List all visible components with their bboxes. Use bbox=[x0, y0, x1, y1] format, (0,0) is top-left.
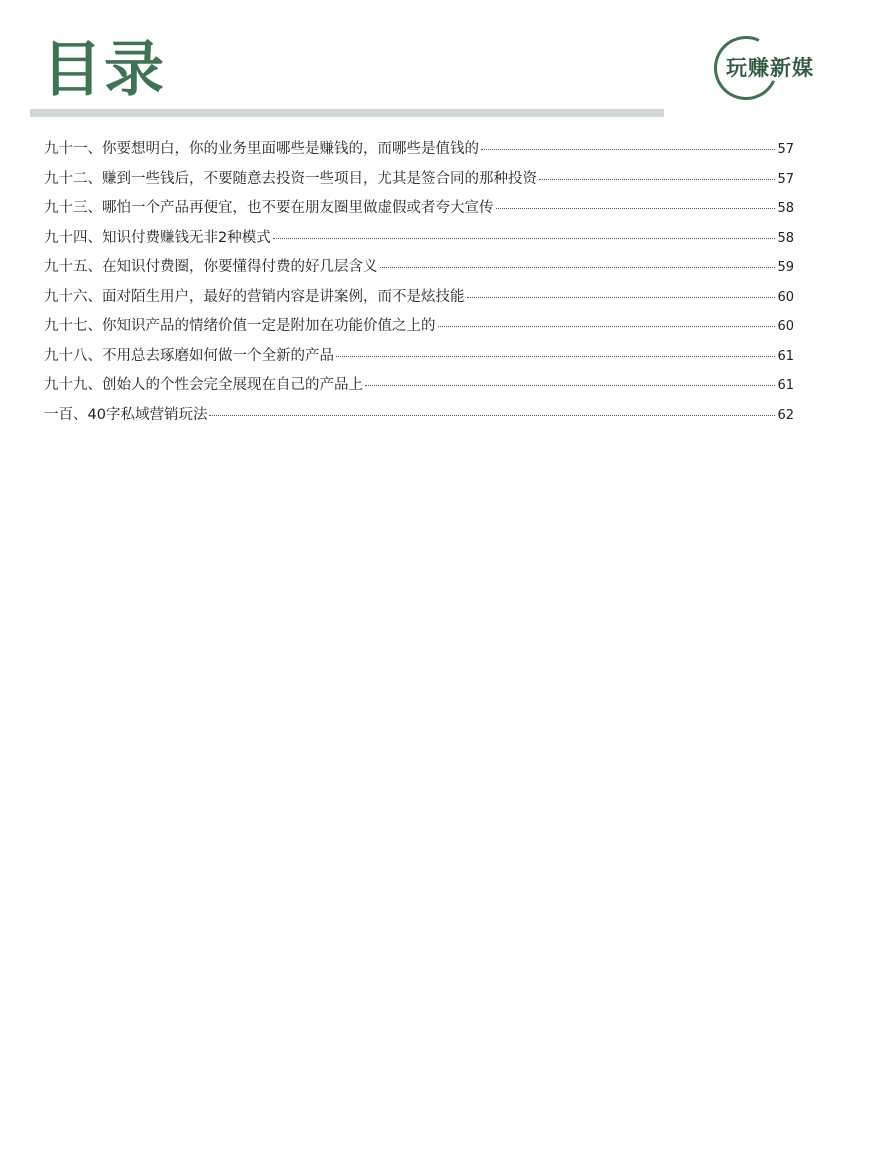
toc-entry-title[interactable]: 九十二、赚到一些钱后，不要随意去投资一些项目，尤其是签合同的那种投资 bbox=[44, 170, 537, 187]
toc-entry-title[interactable]: 九十七、你知识产品的情绪价值一定是附加在功能价值之上的 bbox=[44, 318, 436, 334]
table-of-contents bbox=[44, 137, 794, 432]
toc-entry-page[interactable]: 62 bbox=[777, 407, 794, 423]
toc-entry[interactable] bbox=[44, 137, 794, 167]
toc-entry-title[interactable]: 九十一、你要想明白，你的业务里面哪些是赚钱的，而哪些是值钱的 bbox=[44, 141, 479, 157]
toc-entry-page[interactable]: 57 bbox=[777, 142, 794, 157]
title-divider bbox=[30, 109, 664, 117]
toc-entry-title[interactable]: 一百、40字私域营销玩法 bbox=[44, 406, 208, 423]
toc-entry[interactable] bbox=[44, 314, 794, 344]
toc-entry-title[interactable]: 九十八、不用总去琢磨如何做一个全新的产品 bbox=[44, 347, 334, 364]
dot-leader bbox=[209, 415, 775, 416]
toc-entry[interactable] bbox=[44, 196, 794, 226]
toc-entry-title[interactable]: 九十五、在知识付费圈，你要懂得付费的好几层含义 bbox=[44, 259, 378, 275]
toc-entry-page[interactable]: 59 bbox=[777, 260, 794, 275]
dot-leader bbox=[481, 149, 775, 150]
toc-entry-title[interactable]: 九十六、面对陌生用户，最好的营销内容是讲案例，而不是炫技能 bbox=[44, 288, 465, 305]
toc-entry-page[interactable]: 58 bbox=[777, 201, 794, 216]
toc-entry[interactable] bbox=[44, 167, 794, 197]
toc-entry[interactable] bbox=[44, 285, 794, 315]
toc-entry-page[interactable]: 60 bbox=[777, 319, 794, 334]
dot-leader bbox=[380, 267, 776, 268]
toc-entry-title[interactable]: 九十三、哪怕一个产品再便宜，也不要在朋友圈里做虚假或者夸大宣传 bbox=[44, 200, 494, 216]
dot-leader bbox=[467, 297, 776, 298]
toc-entry-page[interactable]: 60 bbox=[777, 289, 794, 305]
toc-entry[interactable] bbox=[44, 255, 794, 285]
toc-entry[interactable] bbox=[44, 403, 794, 433]
toc-entry[interactable] bbox=[44, 344, 794, 374]
toc-entry-page[interactable]: 61 bbox=[777, 378, 794, 393]
dot-leader bbox=[273, 238, 776, 239]
brand-logo bbox=[714, 36, 834, 100]
toc-entry-page[interactable]: 61 bbox=[777, 348, 794, 364]
dot-leader bbox=[336, 356, 775, 357]
toc-entry-title[interactable]: 九十四、知识付费赚钱无非2种模式 bbox=[44, 229, 271, 246]
toc-entry[interactable] bbox=[44, 373, 794, 403]
dot-leader bbox=[496, 208, 776, 209]
toc-entry-page[interactable]: 57 bbox=[777, 171, 794, 187]
dot-leader bbox=[365, 385, 775, 386]
toc-entry[interactable] bbox=[44, 226, 794, 256]
dot-leader bbox=[438, 326, 776, 327]
toc-entry-page[interactable]: 58 bbox=[777, 230, 794, 246]
page-title: 目录 bbox=[42, 35, 166, 105]
dot-leader bbox=[539, 179, 775, 180]
logo-text: 玩赚新媒 bbox=[726, 56, 814, 80]
toc-entry-title[interactable]: 九十九、创始人的个性会完全展现在自己的产品上 bbox=[44, 377, 363, 393]
